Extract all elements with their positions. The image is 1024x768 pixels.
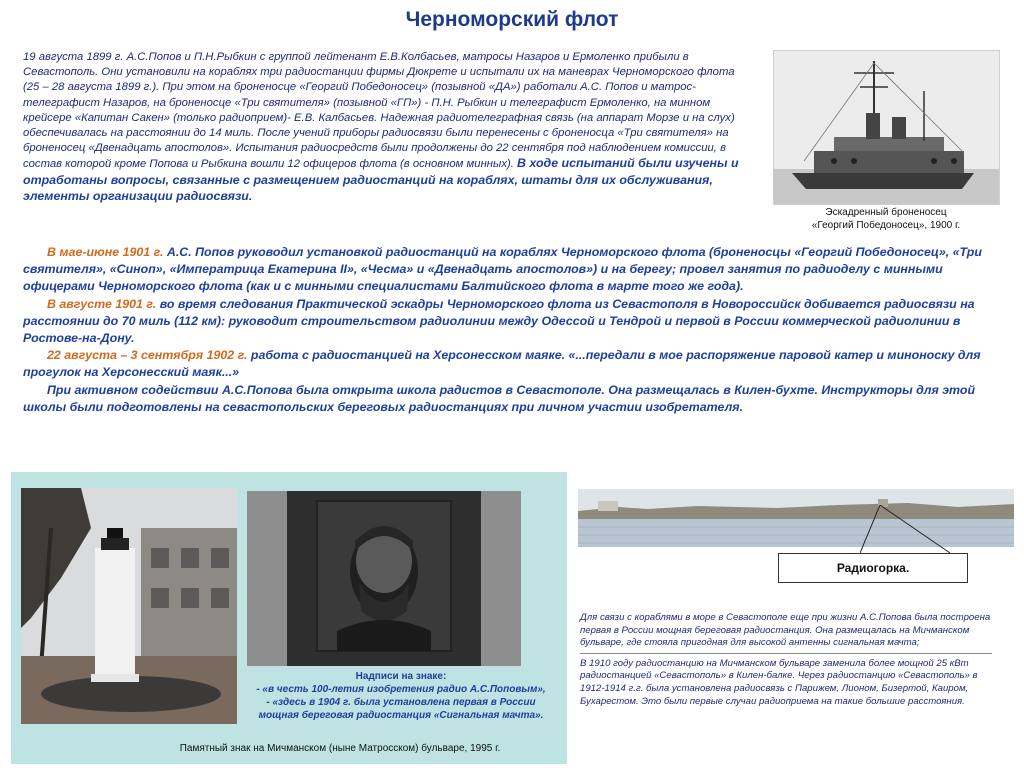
monument-illustration [21, 488, 237, 724]
divider [580, 653, 992, 654]
ship-caption [770, 206, 1002, 232]
intro-plain: 19 августа 1899 г. А.С.Попов и П.Н.Рыбкин с группой лейтенант Е.В.Колбасьев, матросы Назаров и Ермоленко прибыли в Севастополь. Они установили на кораблях три радиостанции фирмы Дюкрете и испытали их на маневрах Черноморского флота (25 – 28 августа 1899 г.). При этом на броненосце «Георгий Победоносец» (позывной «ДА») работали А.С. Попов и матрос-телеграфист Назаров, на броненосце «Три святителя» (позывной «ГП») - П.Н. Рыбкин и телеграфист Ермоленко, на минном крейсере «Капитан Сакен» (только радиоприем)- Е.В. Калбасьев. Надежная радиотелеграфная связь (на аппарат Морзе и на слух) обеспечивалась на расстоянии до 14 миль. После учений приборы радиосвязи были перенесены с броненосца «Три святителя» на броненосец «Двенадцать апостолов». Испытания радиосредств были продолжены до 22 сентября под наблюдением комиссии, в состав которой кроме Попова и Рыбкина вошли 12 офицеров флота (в основном минных). [23, 51, 735, 171]
radiostation-paragraph-1: Для связи с кораблями в море в Севастополе еще при жизни А.С.Попова была построена первая в России мощная береговая радиостанция. Она размещалась на Мичманском бульваре, где стояла пригодная для высокой антенны сигнальная мачта; [580, 612, 991, 649]
paragraph-text: работа с радиостанцией на Херсонесском маяке. «...передали в мое распоряжение паровой катер и миноноску для прогулок на Херсонесский маяк...» [23, 348, 981, 380]
inscription-line: мощная береговая радиостанция «Сигнальная мачта». [258, 710, 544, 721]
ship-photo [773, 50, 1000, 205]
radiogorka-pointer-lines [860, 505, 960, 555]
portrait-relief-illustration [247, 491, 521, 666]
paragraph-date: В мае-июне 1901 г. [47, 245, 164, 259]
monument-photo [21, 488, 237, 724]
page-title: Черноморский флот [405, 8, 619, 31]
paragraph-text: При активном содействии А.С.Попова была открыта школа радистов в Севастополе. Она размещалась в Килен-бухте. Инструкторы для этой школы были подготовлены на севастопольских береговых радиостанциях при личном участии изобретателя. [23, 382, 976, 414]
paragraph-date: 22 августа – 3 сентября 1902 г. [47, 348, 248, 363]
main-text [23, 244, 1008, 416]
battleship-illustration [774, 51, 999, 204]
radiogorka-label: Радиогорка. [778, 553, 968, 583]
inscription [240, 670, 562, 722]
bas-relief-photo [247, 491, 521, 666]
inscription-line: - «здесь в 1904 г. была установлена первая в России [266, 697, 536, 708]
paragraph-date: В августе 1901 г. [47, 296, 157, 311]
paragraph-1902 [23, 347, 1008, 381]
intro-text [23, 50, 745, 205]
inscription-line: - «в честь 100-летия изобретения радио А.С.Поповым», [256, 684, 546, 695]
intro-strong: В ходе испытаний были изучены и отработаны вопросы, связанные с размещением радиостанций на кораблях, штаты для их обслуживания, элементы организации радиосвязи. [23, 156, 739, 203]
paragraph-school [23, 382, 1008, 416]
paragraph-text: во время следования Практической эскадры Черноморского флота из Севастополя в Новороссийск добивается радиосвязи на расстоянии до 70 миль (112 км): руководит строительством радиолинии между Одессой и Тендрой и первой в России коммерческой радиолинии в Ростове-на-Дону. [23, 296, 975, 346]
ship-caption-line2: «Георгий Победоносец», 1900 г. [811, 220, 961, 231]
monument-caption: Памятный знак на Мичманском (ныне Матросском) бульваре, 1995 г. [179, 743, 501, 754]
paragraph-1901-aug [23, 296, 1008, 348]
radiostation-paragraph-2: В 1910 году радиостанцию на Мичманском бульваре заменила более мощной 25 кВт радиостанцией «Севастополь» в Килен-балке. Через радиостанцию «Севастополь» в 1912-1914 г.г. была установлена радиосвязь с Парижем, Лионом, Бизертой, Каиром, Бухарестом. Это были первые случаи радиоприема на такие большие расстояния. [580, 657, 978, 707]
ship-caption-line1: Эскадренный броненосец [825, 207, 947, 218]
inscription-heading: Надписи на знаке: [355, 671, 447, 682]
paragraph-text: А.С. Попов руководил установкой радиостанций на кораблях Черноморского флота (броненосцы «Георгий Победоносец», «Три святителя», «Синоп», «Императрица Екатерина II», «Чесма» и «Двенадцать апостолов») и на берегу; провел занятия по радиоделу с минными офицерами Черноморского флота (как и с минными специалистами Балтийского флота в марте того же года). [23, 245, 982, 294]
radiostation-text [580, 612, 992, 708]
paragraph-1901-may [23, 244, 1008, 296]
